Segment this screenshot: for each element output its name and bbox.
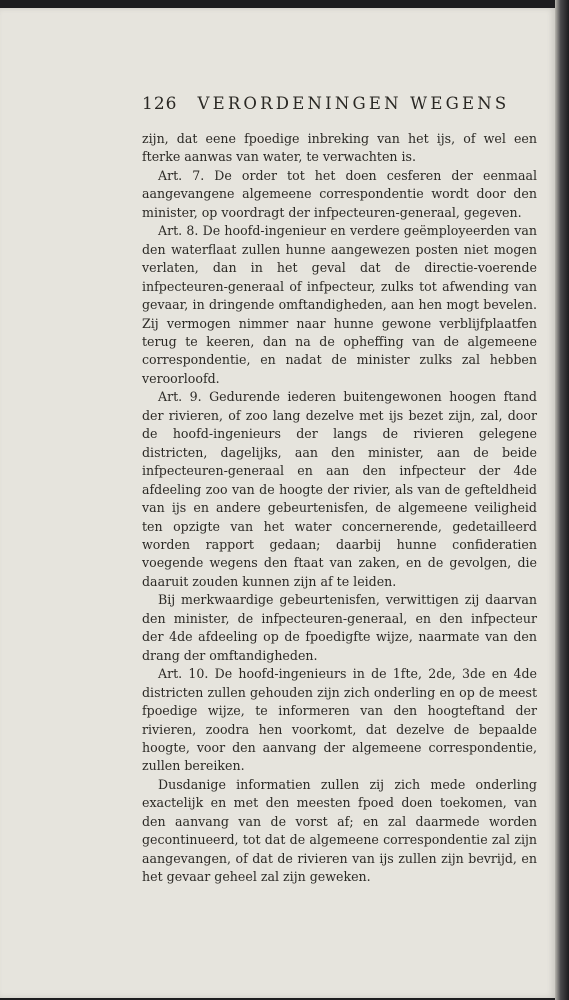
page-number: 126 xyxy=(142,94,178,114)
paragraph-art-10: Art. 10. De hoofd-ingenieurs in de 1fte, 2de, 3de en 4de districten zullen gehouden zijn zich onderling en op de meest fpoedige wijze, te informeren van den hoogteftand der rivieren, zoodra hen voorkomt, dat dezelve de bepaalde hoogte, voor den aanvang der algemeene correspondentie, zullen bereiken. xyxy=(142,666,537,774)
paragraph-continuation: zijn, dat eene fpoedige inbreking van het ijs, of wel een fterke aanwas van water, te verwachten is. xyxy=(142,131,537,165)
book-spine-edge xyxy=(555,0,569,1000)
paragraph-art-10-informations: Dusdanige informatien zullen zij zich mede onderling exactelijk en met den meesten fpoed doen toekomen, van den aanvang van de vorst af; en zal daarmede worden gecontinueerd, tot dat de algemeene correspondentie zal zijn aangevangen, of dat de rivieren van ijs zullen zijn bevrijd, en het gevaar geheel zal zijn geweken. xyxy=(142,776,537,885)
book-page xyxy=(0,8,555,998)
running-title: VERORDENINGEN WEGENS xyxy=(197,94,510,113)
paragraph-art-9: Art. 9. Gedurende iederen buitengewonen hoogen ftand der rivieren, of zoo lang dezelve met ijs bezet zijn, zal, door de hoofd-ingenieurs der langs de rivieren gelegene districten, dagelijks, aan den minister, aan de beide infpecteuren-generaal en aan den infpecteur der 4de afdeeling zoo van de hoogte der rivier, als van de gefteldheid van ijs en andere gebeurtenisfen, de algemeene veiligheid ten opzigte van het water concernerende, gedetailleerd worden rapport gedaan; daarbij hunne confideratien voegende wegens den ftaat van zaken, en de gevolgen, die daaruit zouden kunnen zijn af te leiden. xyxy=(142,389,537,589)
page-header xyxy=(142,94,510,114)
body-text xyxy=(142,130,537,887)
paragraph-art-7: Art. 7. De order tot het doen cesferen der eenmaal aangevangene algemeene correspondentie wordt door den minister, op voordragt der infpecteuren-generaal, gegeven. xyxy=(142,167,537,220)
paragraph-art-8: Art. 8. De hoofd-ingenieur en verdere geëmployeerden van den waterflaat zullen hunne aangewezen posten niet mogen verlaten, dan in het geval dat de directie-voerende infpecteuren-generaal of infpecteur, zulks tot afwending van gevaar, in dringende omftandigheden, aan hen mogt bevelen. Zij vermogen nimmer naar hunne gewone verblijfplaatfen terug te keeren, dan na de opheffing van de algemeene correspondentie, en nadat de minister zulks zal hebben veroorloofd. xyxy=(142,223,537,386)
paragraph-art-9-remarkable-events: Bij merkwaardige gebeurtenisfen, verwittigen zij daarvan den minister, de infpecteuren-generaal, en den infpecteur der 4de afdeeling op de fpoedigfte wijze, naarmate van den drang der omftandigheden. xyxy=(142,592,537,663)
